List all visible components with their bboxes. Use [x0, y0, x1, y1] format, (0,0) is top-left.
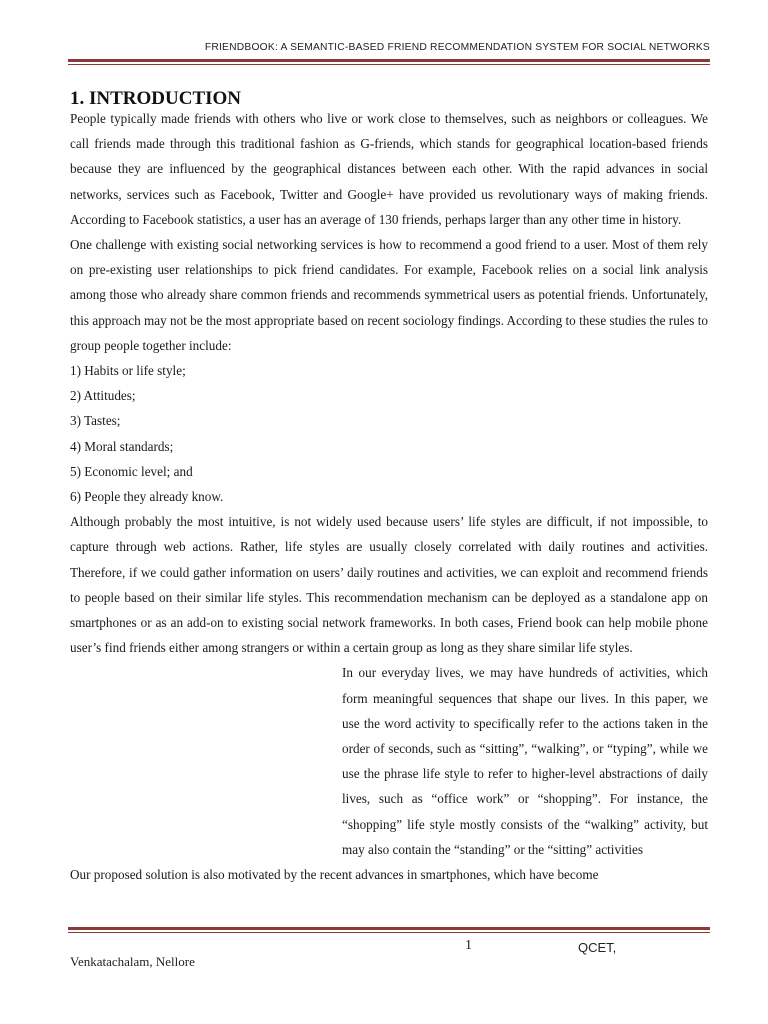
list-item: 5) Economic level; and: [70, 463, 193, 479]
paragraph-challenge: One challenge with existing social networking services is how to recommend a good friend to a user. Most of them rely on pre-existing user relationships to pick friend candidates. For example, Facebook relies on a social link analysis among those who already share common friends and recommends symmetrical users as potential friends. Unfortunately, this approach may not be the most appropriate based on recent sociology findings. According to these studies the rules to group people together include:: [70, 237, 708, 353]
section-heading: 1. INTRODUCTION: [70, 88, 242, 109]
footer-institution-location: Venkatachalam, Nellore: [70, 954, 195, 969]
paragraph-smartphones: Our proposed solution is also motivated by the recent advances in smartphones, which have become: [70, 867, 599, 883]
body-text: [70, 106, 708, 887]
header-rule-thick: [68, 59, 710, 62]
list-item: 6) People they already know.: [70, 489, 224, 505]
paragraph-lifestyle: Although probably the most intuitive, is not widely used because users’ life styles are difficult, if not impossible, to capture through web actions. Rather, life styles are usually closely correlated with daily routines and activities. Therefore, if we could gather information on users’ daily routines and activities, we can exploit and recommend friends to people based on their similar life styles. This recommendation mechanism can be deployed as a standalone app on smartphones or as an add-on to existing social network frameworks. In both cases, Friend book can help mobile phone user’s find friends either among strangers or within a certain group as long as they share similar life styles.: [70, 514, 708, 656]
footer-rule-thin: [68, 932, 710, 933]
list-item: 3) Tastes;: [70, 413, 121, 429]
running-header: FRIENDBOOK: A SEMANTIC-BASED FRIEND RECOMMENDATION SYSTEM FOR SOCIAL NETWORKS: [204, 42, 710, 53]
footer-rule-thick: [68, 927, 710, 930]
list-item: 2) Attitudes;: [70, 388, 136, 404]
header-rule-thin: [68, 64, 710, 65]
paragraph-intro: People typically made friends with others who live or work close to themselves, such as neighbors or colleagues. We call friends made through this traditional fashion as G-friends, which stands for geographical location-based friends because they are influenced by the geographical distances between each other. With the rapid advances in social networks, services such as Facebook, Twitter and Google+ have provided us revolutionary ways of making friends. According to Facebook statistics, a user has an average of 130 friends, perhaps larger than any other time in history.: [70, 111, 708, 227]
footer-institution: QCET,: [578, 940, 617, 955]
paragraph-activities: In our everyday lives, we may have hundreds of activities, which form meaningful sequences that shape our lives. In this paper, we use the word activity to specifically refer to the actions taken in the order of seconds, such as “sitting”, “walking”, or “typing”, while we use the phrase life style to refer to higher-level abstractions of daily lives, such as “office work” or “shopping”. For instance, the “shopping” life style mostly consists of the “walking” activity, but may also contain the “standing” or the “sitting” activities: [342, 665, 708, 857]
page-number: 1: [465, 938, 472, 953]
list-item: 4) Moral standards;: [70, 438, 174, 454]
list-item: 1) Habits or life style;: [70, 363, 186, 379]
